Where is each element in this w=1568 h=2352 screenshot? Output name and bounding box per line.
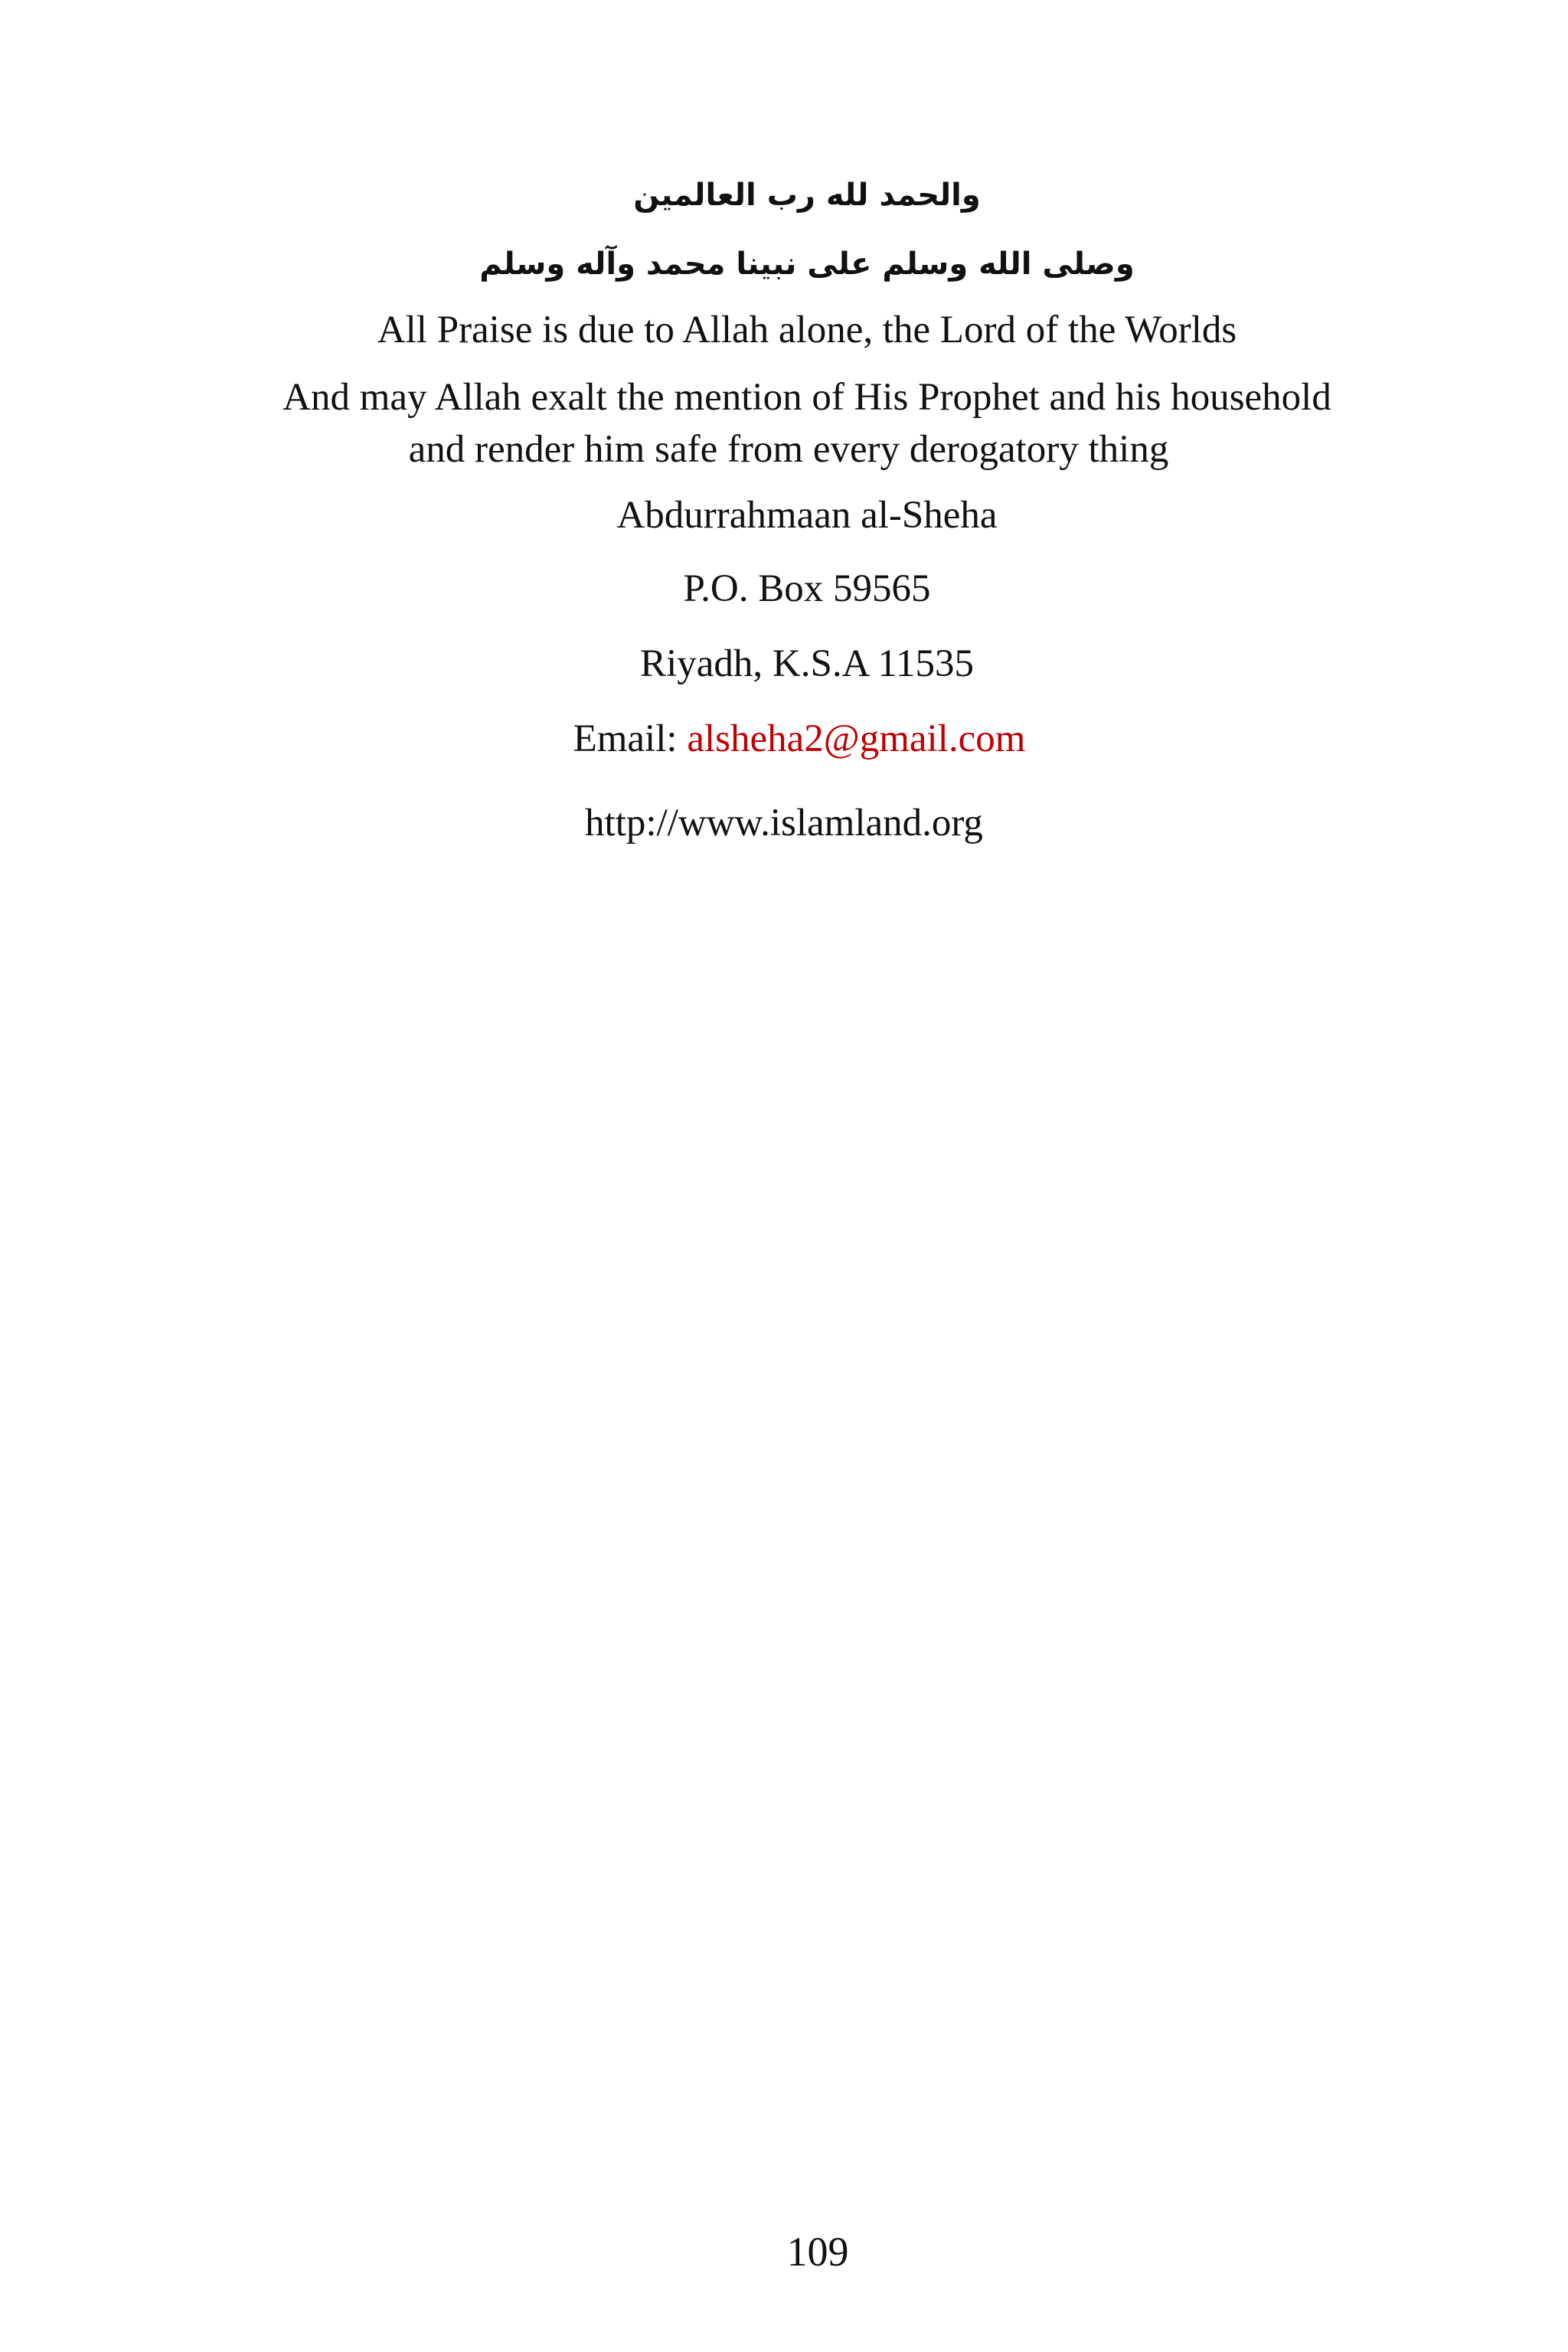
- website-url[interactable]: http://www.islamland.org: [585, 802, 983, 844]
- page-number: 109: [786, 2229, 849, 2275]
- render-safe-line: and render him safe from every derogatory thing: [408, 428, 1169, 471]
- email-label: Email:: [573, 717, 688, 760]
- po-box: P.O. Box 59565: [683, 567, 931, 610]
- email-line: [15, 717, 1568, 760]
- email-link[interactable]: alsheha2@gmail.com: [687, 717, 1026, 760]
- author-name: Abdurrahmaan al-Sheha: [616, 494, 998, 537]
- exalt-line: And may Allah exalt the mention of His Prophet and his household: [283, 376, 1331, 419]
- city-address: Riyadh, K.S.A 11535: [640, 642, 974, 685]
- arabic-salutation-line: وصلى الله وسلم على نبينا محمد وآله وسلم: [479, 247, 1135, 282]
- arabic-praise-line: والحمد لله رب العالمين: [633, 178, 981, 213]
- praise-line: All Praise is due to Allah alone, the Lord of the Worlds: [377, 309, 1237, 351]
